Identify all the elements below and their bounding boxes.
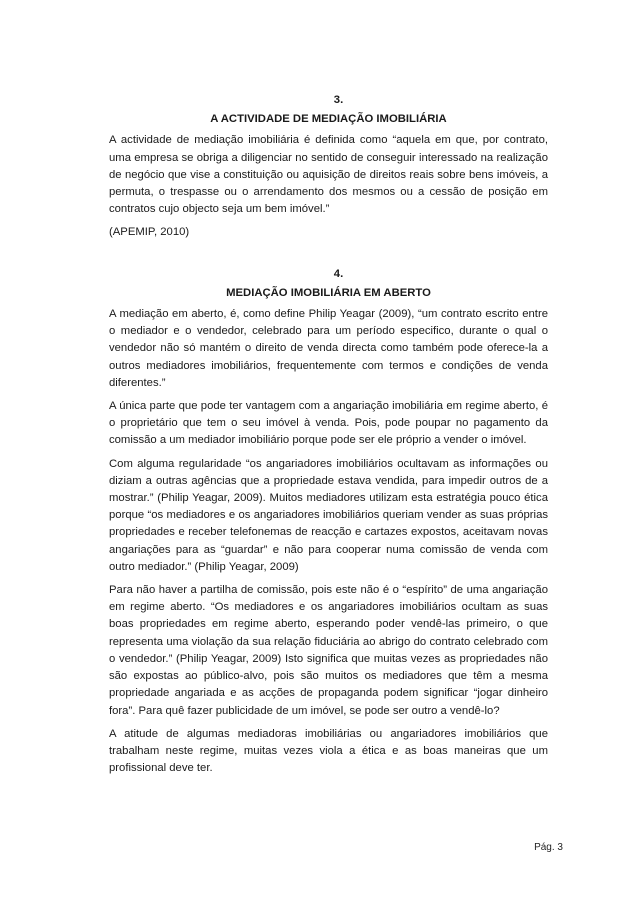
page-number: Pág. 3: [534, 842, 563, 853]
section-3-citation: (APEMIP, 2010): [109, 226, 190, 239]
section-4-paragraph-1: A mediação em aberto, é, como define Philip Yeagar (2009), “um contrato escrito entre o mediador e o vendedor, celebrado para um período especifico, durante o qual o vendedor não só mantém o direito de venda directa como também pode oferece-la a outros mediadores imobiliários, frequentemente com termos e condições de venda diferentes.”: [109, 308, 548, 389]
section-3-paragraph-1: A actividade de mediação imobiliária é definida como “aquela em que, por contrato, uma empresa se obriga a diligenciar no sentido de conseguir interessado na realização de negócio que vise a constituição ou aquisição de direitos reais sobre bens imóveis, a permuta, o trespasse ou o arrendamento dos mesmos ou a cessão de posição em contratos cujo objecto seja um bem imóvel.”: [109, 134, 548, 216]
section-4-number: 4.: [333, 267, 344, 280]
page-content: [109, 92, 548, 783]
section-4-paragraph-2: A única parte que pode ter vantagem com a angariação imobiliária em regime aberto, é o proprietário que tem o seu imóvel à venda. Pois, pode poupar no pagamento da comissão a um mediador imobiliário porque pode ser ele próprio a vender o imóvel.: [109, 400, 548, 447]
section-3-title: A ACTIVIDADE DE MEDIAÇÃO IMOBILIÁRIA: [210, 113, 447, 126]
section-4-title: MEDIAÇÃO IMOBILIÁRIA EM ABERTO: [226, 286, 431, 299]
section-3-number: 3.: [333, 94, 344, 106]
section-4-paragraph-4: Para não haver a partilha de comissão, pois este não é o “espírito” de uma angariação em regime aberto. “Os mediadores e os angariadores imobiliários ocultam as suas boas propriedades em regime aberto, esperando poder vendê-las primeiro, o que representa uma violação da sua relação fiduciária ao abrigo do contrato celebrado com o vendedor.” (Philip Yeagar, 2009) Isto significa que muitas vezes as propriedades não são expostas ao público-alvo, pois são muitos os mediadores que têm a mesma propriedade angariada e as acções de propaganda podem significar “jogar dinheiro fora”. Para quê fazer publicidade de um imóvel, se pode ser outro a vendê-lo?: [109, 584, 548, 717]
section-4-paragraph-5: A atitude de algumas mediadoras imobiliárias ou angariadores imobiliários que trabalham neste regime, muitas vezes viola a ética e as boas maneiras que um profissional deve ter.: [109, 727, 548, 775]
section-4-paragraph-3: Com alguma regularidade “os angariadores imobiliários ocultavam as informações ou diziam a outras agências que a propriedade estava vendida, para impedir outros de a mostrar.” (Philip Yeagar, 2009). Muitos mediadores utilizam esta estratégia pouco ética porque “os mediadores e os angariadores imobiliários queriam vender as suas próprias propriedades e receber telefonemas de reacção e cartazes expostos, aceitavam novas angariações para as “guardar” e não para cooperar numa comissão de venda com outro mediador.” (Philip Yeagar, 2009): [109, 457, 548, 573]
